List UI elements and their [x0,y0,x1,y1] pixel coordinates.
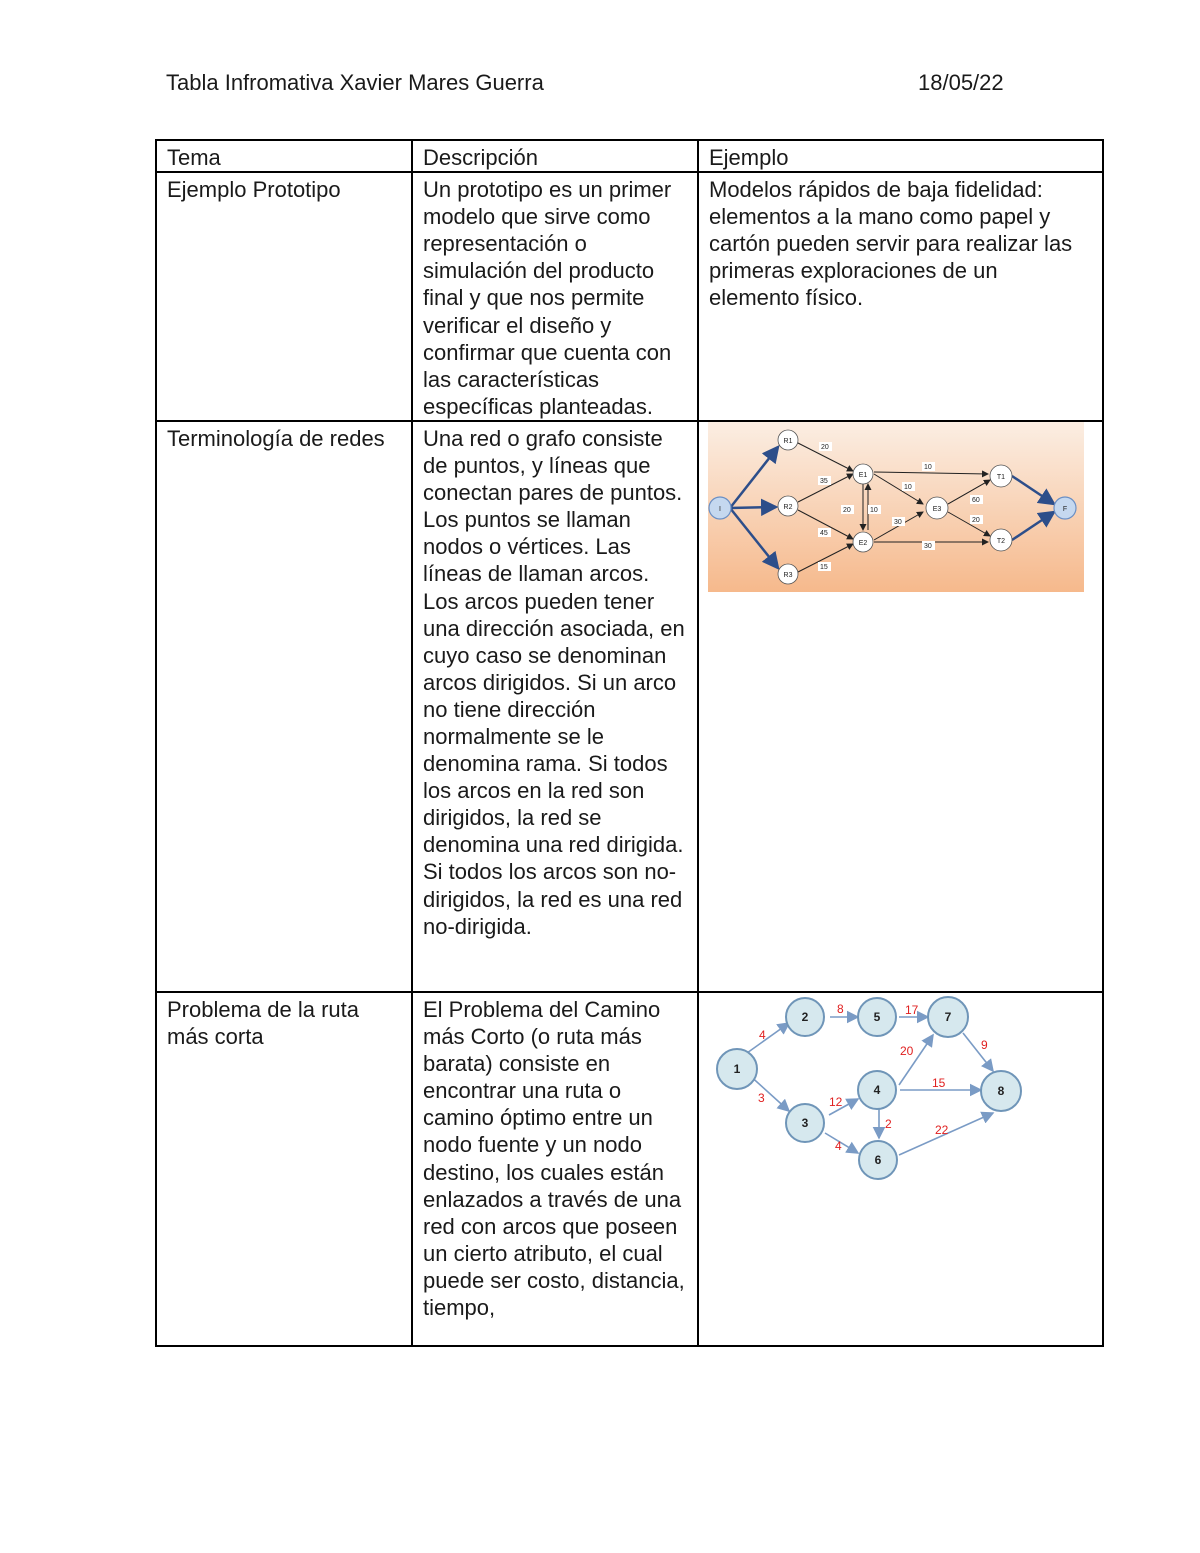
node-label: 6 [874,1152,882,1167]
node-label: R2 [783,503,793,511]
node-label: E2 [858,539,868,547]
row-ejemplo-shortest-path-diagram [698,992,1103,1346]
weight-label: 30 [924,542,932,550]
row-descripcion: Un prototipo es un primer modelo que sirve como representación o simulación del producto final y que nos permite verificar el diseño y confirmar que cuenta con las características específicas planteadas. [412,172,698,421]
weight-label: 10 [924,463,932,471]
node-label: 1 [733,1061,741,1076]
table-header-row [156,140,1103,172]
network-diagram-shortest-path [709,993,1031,1193]
network-diagram-terminology [708,422,1084,592]
weight-label: 17 [905,1002,919,1017]
weight-label: 60 [972,496,980,504]
node-label: T1 [996,473,1006,481]
header-tema: Tema [156,140,412,172]
weight-label: 4 [759,1027,766,1042]
weight-label: 4 [835,1138,842,1153]
node-label: E1 [858,471,868,479]
node-label: 5 [873,1009,881,1024]
table-row [156,172,1103,421]
document-title: Tabla Infromativa Xavier Mares Guerra [166,70,544,95]
info-table [155,139,1104,1347]
node-label: R1 [783,437,793,445]
row-ejemplo-network-diagram [698,421,1103,992]
node-label: F [1062,505,1068,513]
weight-label: 22 [935,1122,949,1137]
weight-label: 30 [894,518,902,526]
weight-label: 15 [820,563,828,571]
row-tema: Terminología de redes [156,421,412,992]
weight-label: 45 [820,529,828,537]
weight-label: 8 [837,1001,844,1016]
weight-label: 20 [972,516,980,524]
node-label: E3 [932,505,942,513]
weight-label: 10 [904,483,912,491]
header-descripcion: Descripción [412,140,698,172]
header-ejemplo: Ejemplo [698,140,1103,172]
node-label: T2 [996,537,1006,545]
node-label: I [719,505,721,513]
row-descripcion: El Problema del Camino más Corto (o ruta más barata) consiste en encontrar una ruta o camino óptimo entre un nodo fuente y un nodo destino, los cuales están enlazados a través de una red con arcos que poseen un cierto atributo, el cual puede ser costo, distancia, tiempo, [412,992,698,1346]
weight-label: 20 [843,506,851,514]
weight-label: 12 [829,1094,843,1109]
table-row [156,992,1103,1346]
document-date: 18/05/22 [918,70,1004,95]
node-label: 2 [801,1009,809,1024]
row-tema: Problema de la ruta más corta [156,992,412,1346]
weight-label: 35 [820,477,828,485]
weight-label: 2 [885,1116,892,1131]
row-tema: Ejemplo Prototipo [156,172,412,421]
weight-label: 10 [870,506,878,514]
node-label: 7 [944,1009,952,1024]
weight-label: 9 [981,1037,988,1052]
node-label: 3 [801,1115,809,1130]
weight-label: 20 [821,443,829,451]
weight-label: 15 [932,1075,946,1090]
node-label: R3 [783,571,793,579]
table-row [156,421,1103,992]
node-label: 4 [873,1082,881,1097]
node-label: 8 [997,1083,1005,1098]
weight-label: 20 [900,1043,914,1058]
row-ejemplo: Modelos rápidos de baja fidelidad: elementos a la mano como papel y cartón pueden servir para realizar las primeras exploraciones de un elemento físico. [698,172,1103,421]
weight-label: 3 [758,1090,765,1105]
row-descripcion: Una red o grafo consiste de puntos, y líneas que conectan pares de puntos. Los puntos se llaman nodos o vértices. Las líneas de llaman arcos. Los arcos pueden tener una dirección asociada, en cuyo caso se denominan arcos dirigidos. Si un arco no tiene dirección normalmente se le denomina rama. Si todos los arcos en la red son dirigidos, la red se denomina una red dirigida. Si todos los arcos son no-dirigidos, la red es una red no-dirigida. [412,421,698,992]
